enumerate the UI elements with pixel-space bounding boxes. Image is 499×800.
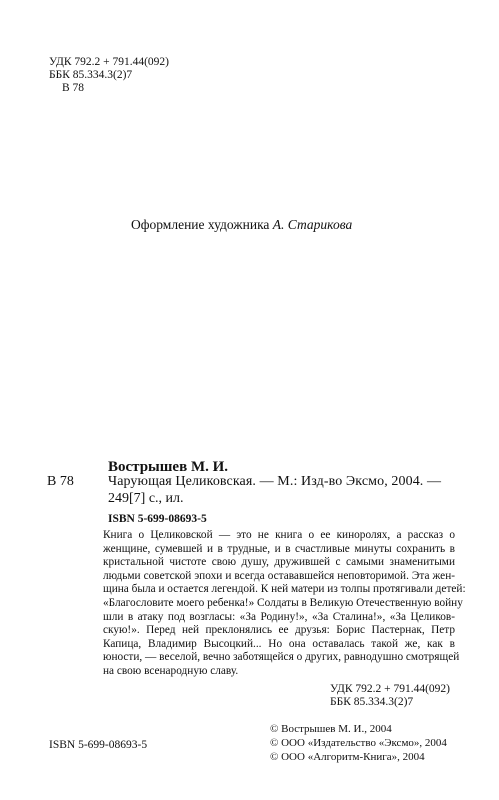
annotation-line: юности, — веселой, вечно заботящейся о других, равнодушно смотрящей (103, 651, 460, 664)
bib-author: Вострышев М. И. (108, 459, 229, 475)
annotation-line: на свою всенародную славу. (103, 664, 239, 677)
author-mark: В 78 (62, 82, 85, 94)
annotation-line: Книга о Целиковской — это не книга о ее киноролях, а рассказ о (103, 529, 455, 541)
annotation-line: кристальной чистоте свою душу, дружившей с самыми знаменитыми (103, 556, 455, 569)
annotation-line: женщине, сумевшей и в трудные, и в счастливые минуты сохранить в (103, 542, 455, 555)
annotation-line: «Благословите моего ребенка!» Солдаты в Великую Отечественную войну (103, 596, 463, 609)
bib-mark: В 78 (47, 474, 74, 489)
annotation (103, 529, 466, 679)
annotation-line: щина была и остается легендой. К ней матери из толпы протягивали детей: (103, 583, 466, 596)
bib-pages-line: 249[7] с., ил. (108, 491, 184, 506)
copyright-author: © Вострышев М. И., 2004 (270, 723, 392, 735)
bbk-code: ББК 85.334.3(2)7 (49, 69, 133, 81)
bbk-code-right: ББК 85.334.3(2)7 (330, 696, 414, 708)
annotation-line: людьми советской эпохи и всегда остававшейся неповторимой. Эта жен- (103, 569, 455, 582)
designer-credit (131, 217, 352, 233)
copyright-algoritm: © ООО «Алгоритм-Книга», 2004 (270, 751, 425, 763)
annotation-line: шли в атаку под возгласы: «За Родину!», «За Сталина!», «За Целиков- (103, 610, 455, 623)
udk-code-right: УДК 792.2 + 791.44(092) (330, 683, 451, 695)
udk-code: УДК 792.2 + 791.44(092) (49, 56, 170, 68)
copyright-eksmo: © ООО «Издательство «Эксмо», 2004 (270, 737, 447, 749)
annotation-line: Капица, Владимир Высоцкий... Но она оставалась такой же, как в (103, 637, 455, 650)
bib-title-line: Чарующая Целиковская. — М.: Изд-во Эксмо, 2004. — (108, 474, 442, 489)
designer-prefix: Оформление художника (131, 217, 273, 232)
isbn-bottom: ISBN 5-699-08693-5 (49, 739, 148, 751)
bib-isbn: ISBN 5-699-08693-5 (108, 513, 207, 525)
designer-name: А. Старикова (272, 217, 353, 232)
annotation-line: скую!». Перед ней преклонялись ее друзья: Борис Пастернак, Петр (103, 624, 455, 637)
